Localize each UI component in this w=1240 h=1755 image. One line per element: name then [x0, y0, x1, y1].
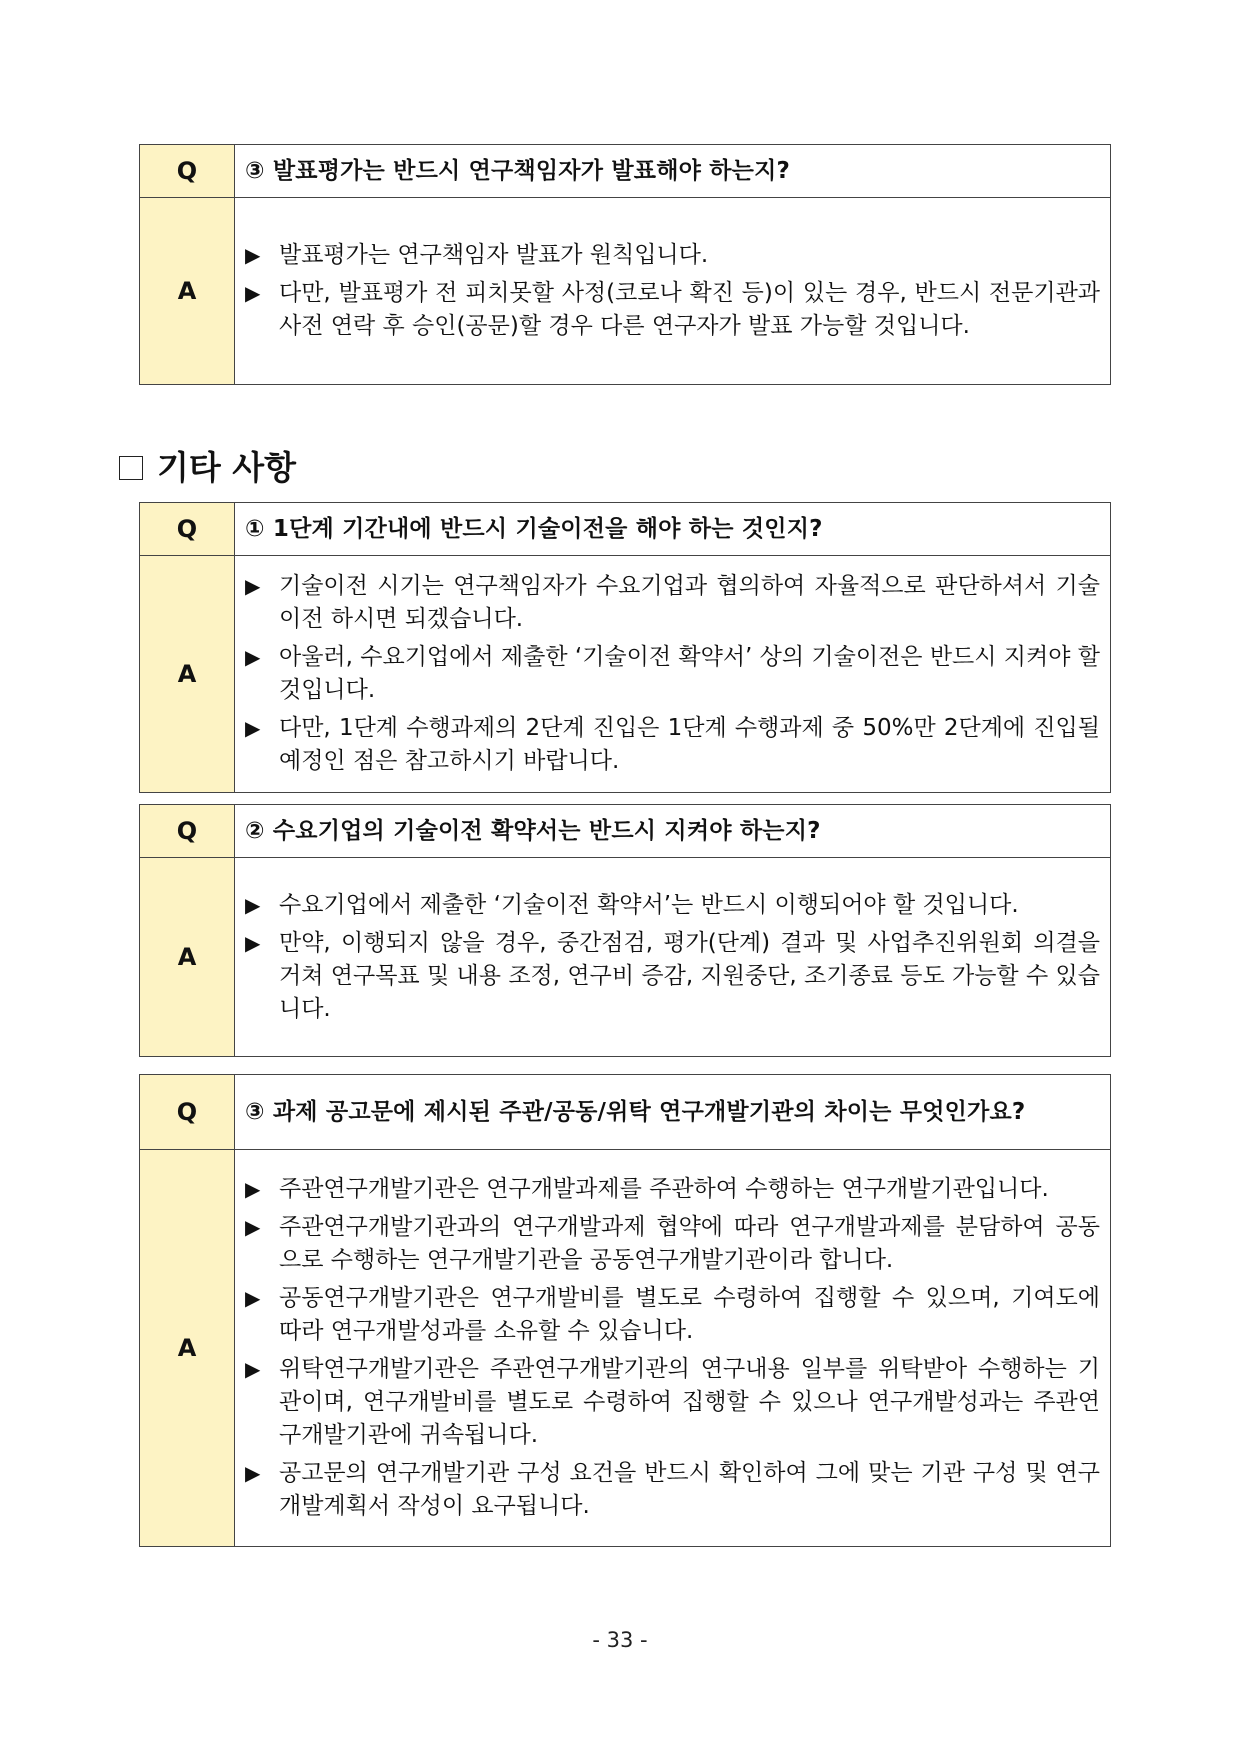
question-row [140, 503, 1111, 556]
answer-row [140, 858, 1111, 1057]
a-label: A [140, 858, 235, 1057]
q-label: Q [140, 805, 235, 858]
answer-item: ▶ 기술이전 시기는 연구책임자가 수요기업과 협의하여 자율적으로 판단하셔서 기술이전 하시면 되겠습니다. [245, 570, 1100, 636]
answer-item: ▶ 수요기업에서 제출한 ‘기술이전 확약서’는 반드시 이행되어야 할 것입니다. [245, 889, 1100, 922]
bullet-arrow-icon: ▶ [245, 645, 261, 669]
bullet-arrow-icon: ▶ [245, 1286, 261, 1310]
a-label: A [140, 198, 235, 385]
answer-item: ▶ 공동연구개발기관은 연구개발비를 별도로 수령하여 집행할 수 있으며, 기여도에 따라 연구개발성과를 소유할 수 있습니다. [245, 1282, 1100, 1348]
question-text: ① 1단계 기간내에 반드시 기술이전을 해야 하는 것인지? [235, 503, 1111, 556]
bullet-arrow-icon: ▶ [245, 1215, 261, 1239]
section-title: 기타 사항 [157, 448, 297, 487]
answer-row [140, 1150, 1111, 1547]
q-label: Q [140, 503, 235, 556]
answer-item: ▶ 아울러, 수요기업에서 제출한 ‘기술이전 확약서’ 상의 기술이전은 반드시 지켜야 할 것입니다. [245, 641, 1100, 707]
answer-cell [235, 858, 1111, 1057]
answer-cell [235, 1150, 1111, 1547]
bullet-arrow-icon: ▶ [245, 1461, 261, 1485]
qa-table-tech-transfer-pledge [139, 804, 1111, 1057]
a-label: A [140, 556, 235, 793]
bullet-arrow-icon: ▶ [245, 574, 261, 598]
question-text: ③ 발표평가는 반드시 연구책임자가 발표해야 하는지? [235, 145, 1111, 198]
bullet-arrow-icon: ▶ [245, 716, 261, 740]
question-row [140, 805, 1111, 858]
question-text: ② 수요기업의 기술이전 확약서는 반드시 지켜야 하는지? [235, 805, 1111, 858]
checkbox-square-icon [119, 456, 143, 480]
answer-item: ▶ 공고문의 연구개발기관 구성 요건을 반드시 확인하여 그에 맞는 기관 구성 및 연구개발계획서 작성이 요구됩니다. [245, 1457, 1100, 1523]
answer-cell [235, 198, 1111, 385]
answer-item: ▶ 다만, 발표평가 전 피치못할 사정(코로나 확진 등)이 있는 경우, 반드시 전문기관과 사전 연락 후 승인(공문)할 경우 다른 연구자가 발표 가능할 것입니다. [245, 277, 1100, 343]
answer-item: ▶ 발표평가는 연구책임자 발표가 원칙입니다. [245, 239, 1100, 272]
qa-table-presentation [139, 144, 1111, 385]
answer-item: ▶ 주관연구개발기관은 연구개발과제를 주관하여 수행하는 연구개발기관입니다. [245, 1173, 1100, 1206]
bullet-arrow-icon: ▶ [245, 930, 261, 955]
page-number: - 33 - [592, 1628, 648, 1652]
answer-item: ▶ 주관연구개발기관과의 연구개발과제 협약에 따라 연구개발과제를 분담하여 공동으로 수행하는 연구개발기관을 공동연구개발기관이라 합니다. [245, 1211, 1100, 1277]
answer-row [140, 198, 1111, 385]
question-text: ③ 과제 공고문에 제시된 주관/공동/위탁 연구개발기관의 차이는 무엇인가요? [235, 1075, 1111, 1150]
bullet-arrow-icon: ▶ [245, 281, 261, 305]
answer-item: ▶ 위탁연구개발기관은 주관연구개발기관의 연구내용 일부를 위탁받아 수행하는 기관이며, 연구개발비를 별도로 수령하여 집행할 수 있으나 연구개발성과는 주관연구개발기관에 귀속됩니다. [245, 1353, 1100, 1452]
answer-item: ▶ 다만, 1단계 수행과제의 2단계 진입은 1단계 수행과제 중 50%만 2단계에 진입될 예정인 점은 참고하시기 바랍니다. [245, 712, 1100, 778]
qa-table-institution-types [139, 1074, 1111, 1547]
qa-table-tech-transfer-timing [139, 502, 1111, 793]
question-row [140, 1075, 1111, 1150]
bullet-arrow-icon: ▶ [245, 892, 261, 917]
a-label: A [140, 1150, 235, 1547]
q-label: Q [140, 1075, 235, 1150]
q-label: Q [140, 145, 235, 198]
section-heading [119, 446, 296, 490]
answer-item: ▶ 만약, 이행되지 않을 경우, 중간점검, 평가(단계) 결과 및 사업추진위원회 의결을 거쳐 연구목표 및 내용 조정, 연구비 증감, 지원중단, 조기종료 등도 가능할 수 있습니다. [245, 927, 1100, 1026]
answer-row [140, 556, 1111, 793]
answer-cell [235, 556, 1111, 793]
bullet-arrow-icon: ▶ [245, 243, 261, 267]
question-row [140, 145, 1111, 198]
bullet-arrow-icon: ▶ [245, 1357, 261, 1381]
bullet-arrow-icon: ▶ [245, 1177, 261, 1201]
